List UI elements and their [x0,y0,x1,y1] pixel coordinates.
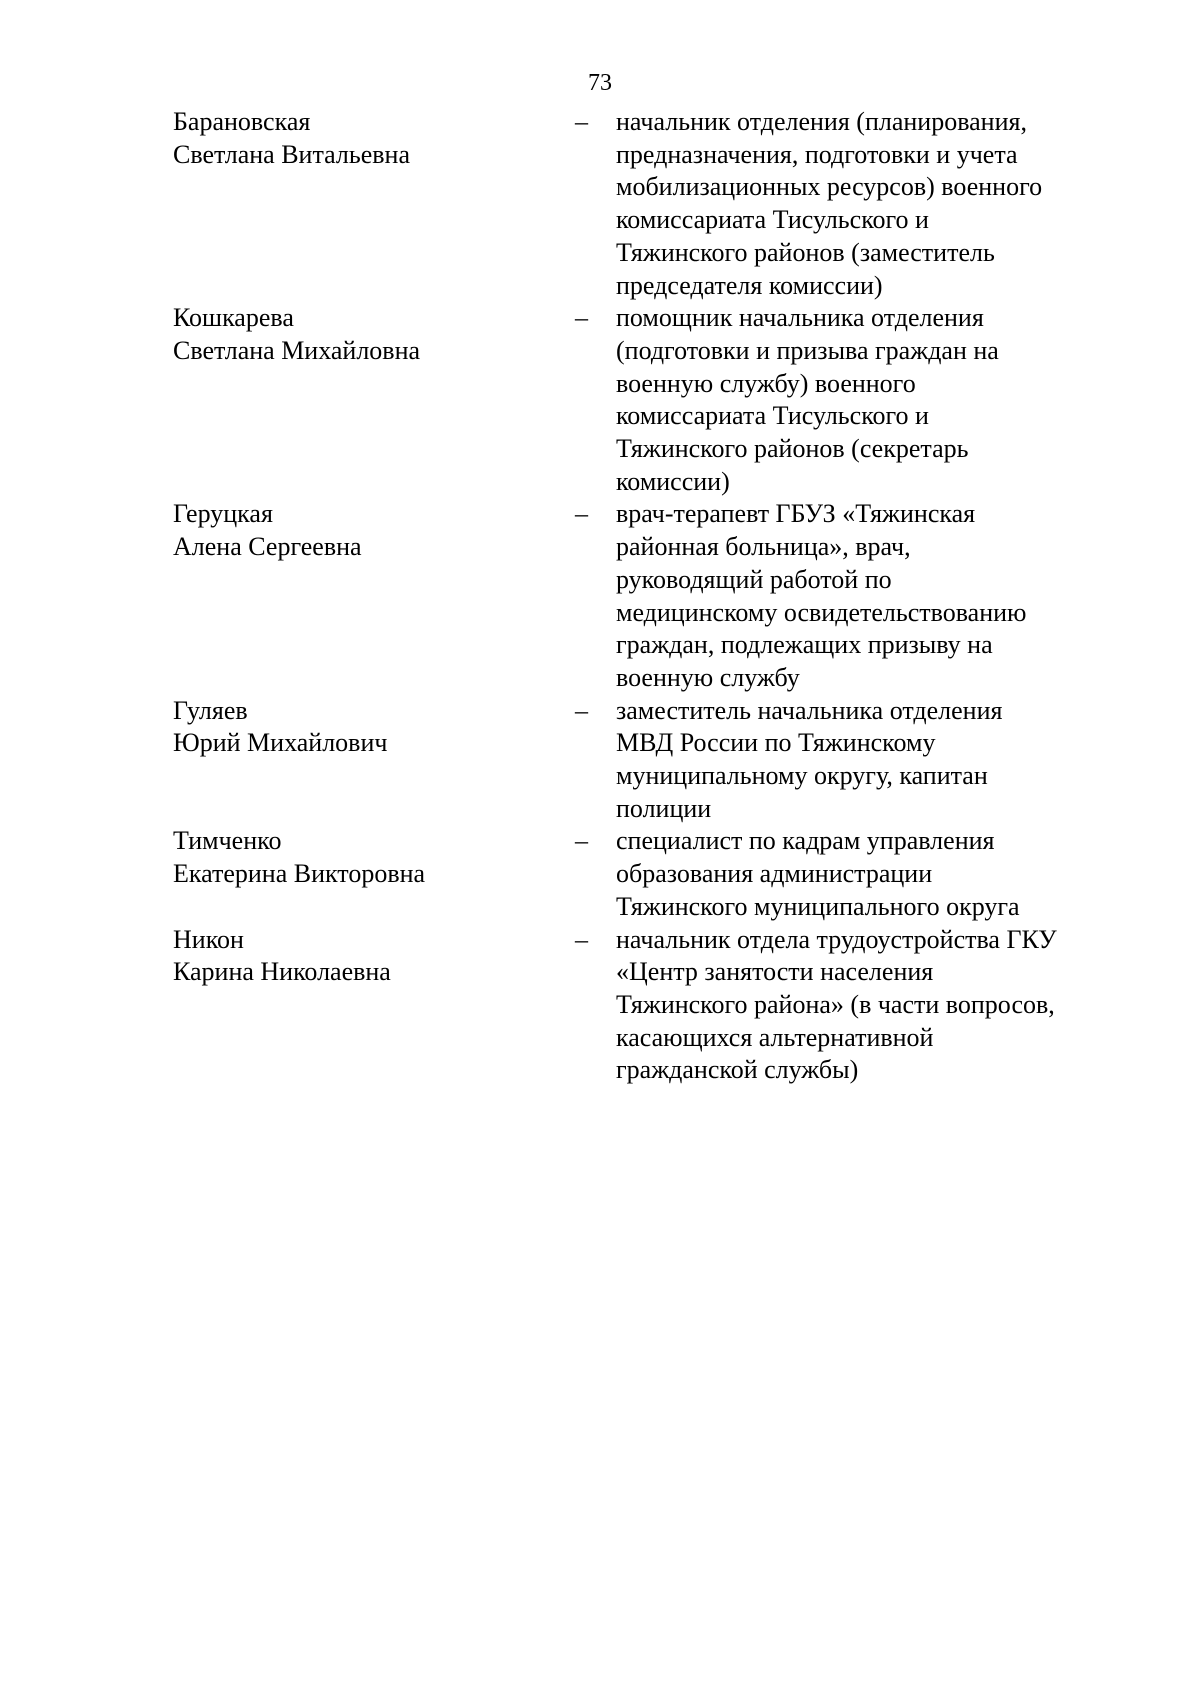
member-entry [173,302,1113,498]
member-name [173,302,553,367]
member-role: начальник отделения (планирования, предназначения, подготовки и учета мобилизационных ресурсов) военного комиссариата Тисульского и Тяжинского районов (заместитель председателя комиссии) [616,107,1043,300]
member-surname: Барановская [173,107,311,136]
member-name [173,825,553,890]
member-surname: Гуляев [173,695,248,725]
member-entry [173,825,1113,923]
separator-dash: – [575,924,588,954]
member-surname: Никон [173,924,244,954]
member-entry [173,498,1113,694]
member-given-names: Карина Николаевна [173,957,391,987]
member-surname: Кошкарева [173,303,294,333]
member-entry [173,695,1113,826]
separator-dash: – [575,499,588,529]
member-role: врач-терапевт ГБУЗ «Тяжинская районная больница», врач, руководящий работой по медицинскому освидетельствованию граждан, подлежащих призыву на военную службу [616,499,1027,692]
member-given-names: Алена Сергеевна [173,532,362,562]
separator-dash: – [575,695,588,725]
member-given-names: Светлана Витальевна [173,139,410,169]
member-name [173,924,553,989]
member-name [173,498,553,563]
member-entry [173,924,1113,1088]
member-given-names: Екатерина Викторовна [173,859,426,889]
page-number: 73 [588,70,612,96]
member-given-names: Юрий Михайлович [173,728,388,758]
member-name [173,695,553,760]
member-surname: Геруцкая [173,499,273,529]
member-given-names: Светлана Михайловна [173,335,421,365]
member-role: помощник начальника отделения (подготовки и призыва граждан на военную службу) военного комиссариата Тисульского и Тяжинского районов (секретарь комиссии) [616,303,999,496]
separator-dash: – [575,107,588,136]
separator-dash: – [575,826,588,856]
member-role: специалист по кадрам управления образования администрации Тяжинского муниципального округа [616,826,1020,921]
member-name [173,106,553,171]
separator-dash: – [575,303,588,333]
member-role: начальник отдела трудоустройства ГКУ «Центр занятости населения Тяжинского района» (в части вопросов, касающихся альтернативной гражданской службы) [616,924,1057,1085]
member-surname: Тимченко [173,826,282,856]
commission-members-list [173,106,1113,1087]
member-role: заместитель начальника отделения МВД России по Тяжинскому муниципальному округу, капитан полиции [616,695,1003,823]
member-entry [173,106,1113,302]
